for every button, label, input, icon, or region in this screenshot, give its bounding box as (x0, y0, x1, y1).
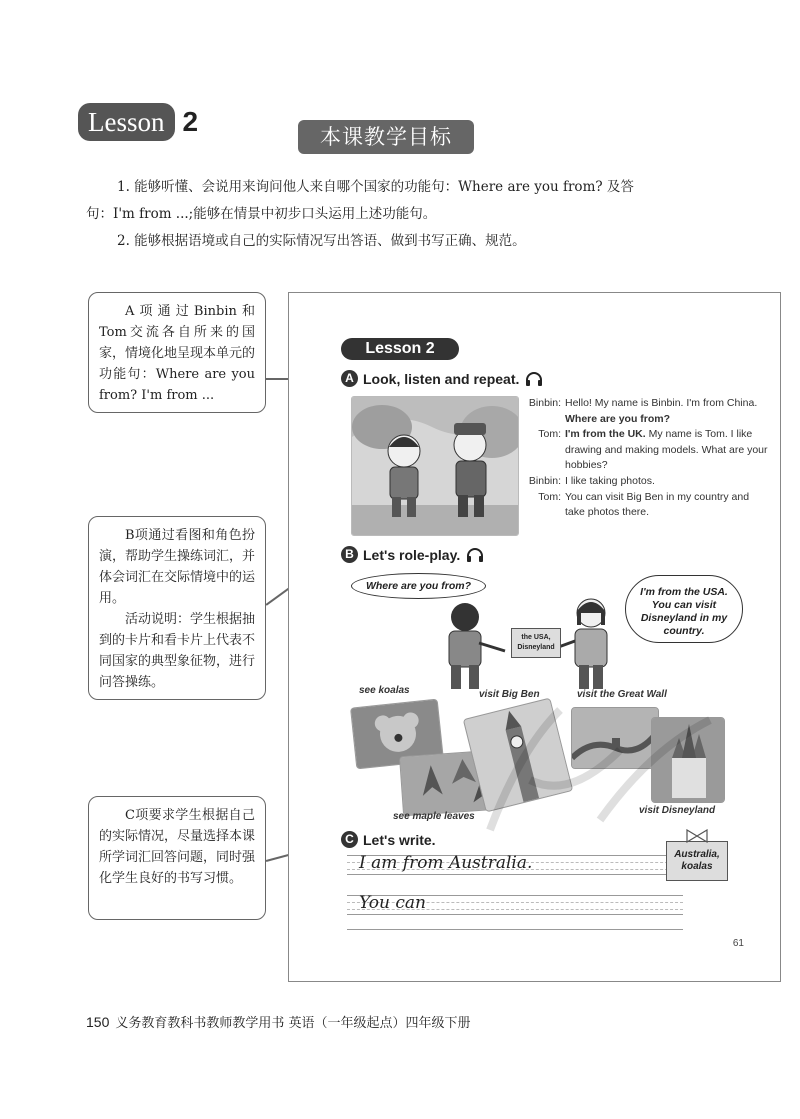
section-b-title: Let's role-play. (363, 546, 461, 563)
objective-2: 2. 能够根据语境或自己的实际情况写出答语、做到书写正确、规范。 (117, 233, 526, 249)
section-b-letter: B (341, 546, 358, 563)
section-a-letter: A (341, 370, 358, 387)
section-c-title: Let's write. (363, 831, 436, 848)
textbook-page-number: 61 (732, 938, 744, 949)
dialog-text-plain: I like taking photos. (565, 474, 655, 487)
dialog-text-bold: I'm from the UK. (565, 428, 646, 441)
objectives-title: 本课教学目标 (298, 120, 474, 154)
footer-book-title: 义务教育教科书教师教学用书 英语（一年级起点）四年级下册 (115, 1016, 471, 1031)
note-c (88, 796, 266, 920)
writing-lines-3 (347, 929, 683, 930)
note-c-text: C项要求学生根据自己的实际情况，尽量选择本课所学词汇回答问题，同时强化学生良好的书写习惯。 (99, 808, 256, 886)
dialog-line (521, 396, 771, 427)
page-footer (86, 1012, 471, 1031)
note-a (88, 292, 266, 413)
dialog-text (565, 427, 771, 474)
lesson-word-badge: Lesson (78, 103, 175, 141)
writing-answer-line-1: I am from Australia. (359, 853, 533, 873)
section-a-title: Look, listen and repeat. (363, 370, 520, 387)
answer-tag-text: Australia, koalas (674, 849, 720, 872)
objective-1-line-1: 1. 能够听懂、会说用来询问他人来自哪个国家的功能句：Where are you from? 及答 (117, 179, 634, 195)
role-play-card: the USA, Disneyland (511, 628, 561, 658)
note-b (88, 516, 266, 700)
dialog-text-plain: My name is Tom. I like drawing and making models. What are your hobbies? (565, 428, 768, 472)
caption-visit-great-wall: visit the Great Wall (577, 689, 667, 700)
footer-page-number: 150 (86, 1014, 110, 1030)
headphones-icon[interactable] (525, 372, 543, 386)
dialog-illustration (351, 396, 519, 536)
caption-see-maple-leaves: see maple leaves (393, 811, 475, 822)
section-c-heading (341, 831, 436, 848)
section-b-heading (341, 546, 484, 563)
dialog-text-plain: You can visit Big Ben in my country and take photos there. (565, 490, 750, 519)
speech-bubble-right: I'm from the USA. You can visit Disneyland in my country. (625, 575, 743, 643)
caption-visit-disneyland: visit Disneyland (639, 805, 716, 816)
dialog-speaker: Binbin: (528, 397, 561, 409)
dialog-text-plain: Hello! My name is Binbin. I'm from China. (565, 397, 758, 409)
dialog-speaker: Binbin: (528, 474, 561, 487)
speech-bubble-left: Where are you from? (351, 573, 486, 599)
section-c-letter: C (341, 831, 358, 848)
dialog-speaker: Tom: (538, 428, 561, 441)
dialog-line (521, 490, 771, 521)
note-b-text-2: 活动说明：学生根据抽到的卡片和看卡片上代表不同国家的典型象征物，进行问答操练。 (99, 612, 256, 690)
dialog-block (521, 396, 771, 521)
note-b-text-1: B项通过看图和角色扮演，帮助学生操练词汇，并体会词汇在交际情境中的运用。 (99, 528, 256, 606)
objective-1-line-2: 句：I'm from ...;能够在情景中初步口头运用上述功能句。 (86, 206, 437, 222)
lesson-number: 2 (182, 106, 199, 137)
textbook-lesson-label: Lesson 2 (341, 338, 459, 360)
headphones-icon[interactable] (466, 548, 484, 562)
section-a-heading (341, 370, 543, 387)
lesson-header (78, 102, 198, 142)
watermark-graphic (480, 690, 730, 840)
dialog-line (521, 474, 771, 490)
dialog-text-bold: Where are you from? (565, 412, 671, 425)
dialog-speaker: Tom: (538, 490, 561, 503)
dialog-line (521, 427, 771, 474)
answer-tag (666, 841, 728, 881)
textbook-page (288, 292, 781, 982)
caption-see-koalas: see koalas (359, 685, 410, 696)
dialog-text (565, 396, 771, 427)
writing-answer-line-2: You can (359, 893, 426, 913)
caption-visit-big-ben: visit Big Ben (479, 689, 540, 700)
note-a-text: A项通过Binbin和Tom交流各自所来的国家，情境化地呈现本单元的功能句：Where are you from? I'm from ... (99, 304, 256, 403)
